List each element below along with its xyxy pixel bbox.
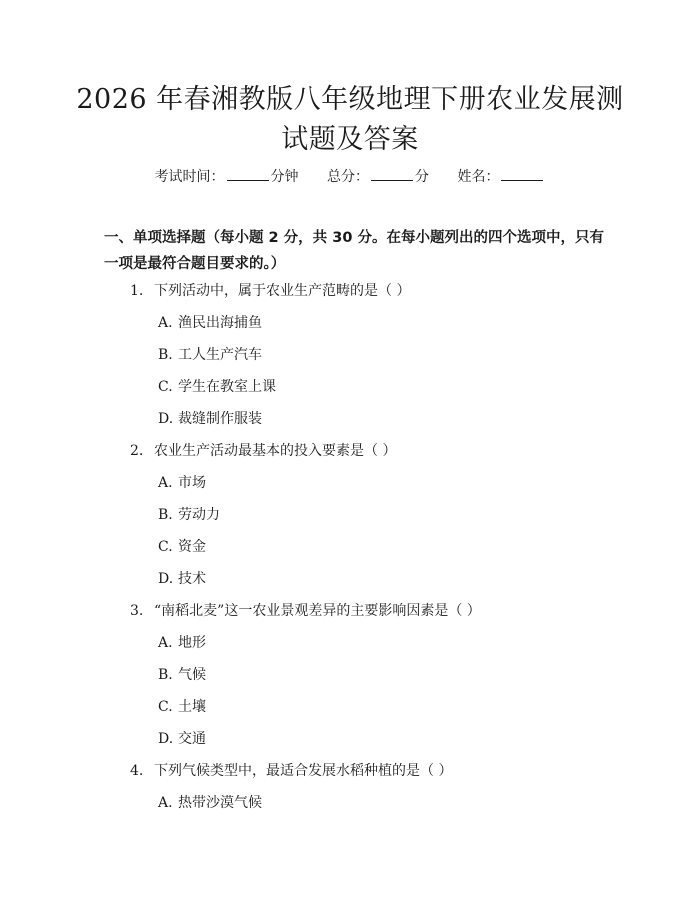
option-letter: A. — [158, 475, 173, 491]
question-number: 2. — [130, 443, 144, 459]
option-text: 地形 — [178, 635, 206, 651]
question-1-option-d — [158, 408, 262, 430]
total-score-label: 总分： — [327, 169, 369, 185]
question-number: 1. — [130, 283, 144, 299]
option-text: 裁缝制作服装 — [178, 411, 262, 427]
option-letter: A. — [158, 635, 173, 651]
question-4 — [130, 760, 452, 782]
option-text: 劳动力 — [178, 507, 220, 523]
question-1-option-b — [158, 344, 262, 366]
option-text: 土壤 — [178, 699, 206, 715]
question-text: 下列气候类型中，最适合发展水稻种植的是（ ） — [154, 763, 453, 779]
student-name — [457, 166, 545, 188]
question-2-option-d — [158, 568, 206, 590]
option-letter: C. — [158, 539, 173, 555]
option-text: 渔民出海捕鱼 — [178, 315, 262, 331]
total-score — [327, 166, 429, 188]
page-title-line-2: 试题及答案 — [281, 124, 419, 155]
option-text: 市场 — [178, 475, 206, 491]
exam-time-blank[interactable] — [227, 166, 269, 181]
exam-time-label: 考试时间： — [154, 169, 225, 185]
option-letter: D. — [158, 731, 174, 747]
question-4-option-a — [158, 792, 262, 814]
question-1 — [130, 280, 410, 302]
question-3-option-a — [158, 632, 206, 654]
option-text: 工人生产汽车 — [178, 347, 262, 363]
question-number: 3. — [130, 603, 144, 619]
option-text: 学生在教室上课 — [178, 379, 276, 395]
exam-time — [155, 166, 299, 188]
question-text: 下列活动中，属于农业生产范畴的是（ ） — [154, 283, 411, 299]
question-1-option-c — [158, 376, 276, 398]
option-text: 气候 — [178, 667, 206, 683]
option-text: 交通 — [178, 731, 206, 747]
page-title-line-1: 2026 年春湘教版八年级地理下册农业发展测 — [76, 84, 624, 115]
question-2-option-b — [158, 504, 220, 526]
section-heading: 一、单项选择题（每小题 2 分，共 30 分。在每小题列出的四个选项中，只有一项是最符合题目要求的。） — [104, 230, 604, 272]
option-letter: A. — [158, 795, 173, 811]
question-2-option-a — [158, 472, 206, 494]
question-2-option-c — [158, 536, 206, 558]
question-1-option-a — [158, 312, 262, 334]
question-number: 4. — [130, 763, 144, 779]
question-text: “南稻北麦”这一农业景观差异的主要影响因素是（ ） — [154, 603, 481, 619]
student-name-label: 姓名： — [457, 169, 500, 185]
question-text: 农业生产活动最基本的投入要素是（ ） — [154, 443, 397, 459]
exam-meta — [0, 166, 700, 188]
question-3 — [130, 600, 481, 622]
option-letter: B. — [158, 347, 173, 363]
option-text: 资金 — [178, 539, 206, 555]
exam-time-unit: 分钟 — [270, 169, 299, 185]
option-letter: B. — [158, 667, 173, 683]
student-name-blank[interactable] — [501, 166, 543, 181]
total-score-blank[interactable] — [371, 166, 413, 181]
option-letter: D. — [158, 571, 174, 587]
option-text: 热带沙漠气候 — [178, 795, 262, 811]
option-letter: B. — [158, 507, 173, 523]
option-letter: C. — [158, 379, 173, 395]
option-letter: D. — [158, 411, 174, 427]
option-letter: C. — [158, 699, 173, 715]
question-3-option-d — [158, 728, 206, 750]
option-letter: A. — [158, 315, 173, 331]
option-text: 技术 — [178, 571, 206, 587]
question-3-option-c — [158, 696, 206, 718]
total-score-unit: 分 — [415, 169, 429, 185]
question-3-option-b — [158, 664, 206, 686]
question-2 — [130, 440, 396, 462]
